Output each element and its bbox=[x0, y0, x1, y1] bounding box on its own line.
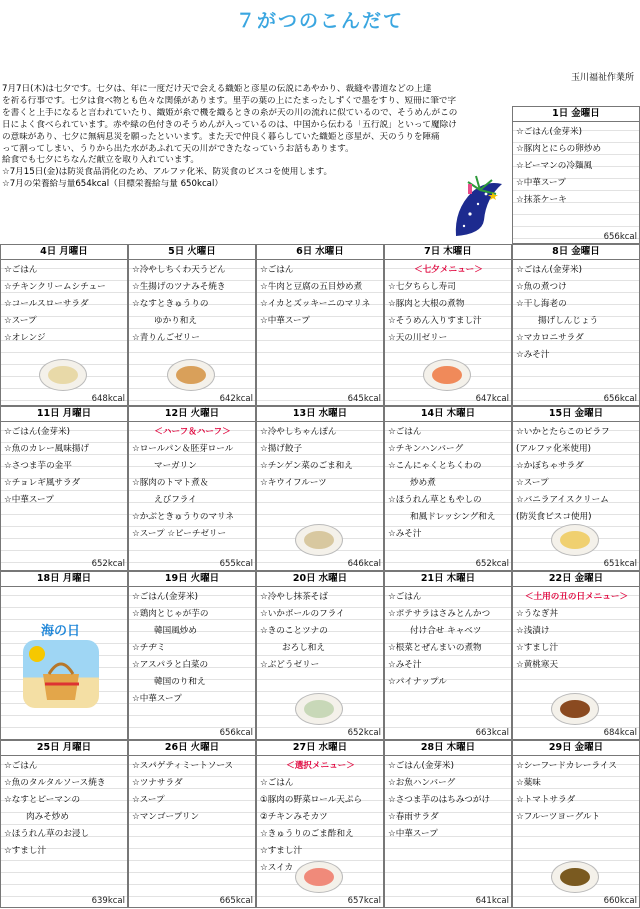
weekday-label: 木曜日 bbox=[443, 246, 472, 257]
menu-item: ☆干し海老の bbox=[516, 299, 567, 309]
food-illustration bbox=[167, 359, 215, 391]
day-cell bbox=[512, 571, 640, 740]
weekday-label: 月曜日 bbox=[62, 742, 92, 753]
day-cell bbox=[384, 244, 512, 406]
calorie-value: 655kcal bbox=[219, 559, 253, 569]
day-cell bbox=[384, 571, 512, 740]
day-number: 20日 bbox=[292, 573, 316, 584]
menu-item: ☆キウイフルーツ bbox=[260, 478, 327, 488]
menu-list bbox=[513, 587, 639, 674]
menu-item: ☆パイナップル bbox=[388, 677, 447, 687]
menu-list bbox=[129, 756, 255, 826]
menu-list bbox=[385, 422, 511, 543]
menu-item: マーガリン bbox=[154, 461, 197, 471]
menu-item: 韓国風炒め bbox=[154, 626, 197, 636]
menu-item: ☆抹茶ケーキ bbox=[516, 195, 567, 205]
menu-item: ☆冷やし抹茶そば bbox=[260, 592, 328, 602]
menu-item: ☆青りんごゼリー bbox=[132, 333, 200, 343]
menu-item: ②チキンみそカツ bbox=[260, 812, 328, 822]
day-number: 7日 bbox=[424, 246, 441, 257]
food-illustration bbox=[551, 693, 599, 725]
food-illustration bbox=[551, 861, 599, 893]
calorie-value: 642kcal bbox=[219, 394, 253, 404]
menu-list bbox=[129, 422, 255, 543]
weekday-label: 火曜日 bbox=[190, 408, 220, 419]
intro-line: を祈る行事です。七夕は食べ物とも色々な関係があります。里芋の葉の上にたまったしずくで墨をすり、短冊に筆で字 bbox=[2, 95, 457, 106]
day-number: 11日 bbox=[36, 408, 60, 419]
calorie-value: 665kcal bbox=[219, 896, 253, 906]
day-header bbox=[257, 572, 383, 587]
day-header bbox=[257, 245, 383, 260]
menu-list bbox=[385, 756, 511, 843]
intro-line: ☆7月15日(金)は防災食品消化のため、アルファ化米、防災食のビスコを使用します。 bbox=[2, 167, 333, 178]
day-cell bbox=[0, 406, 128, 571]
menu-item: ☆みそ汁 bbox=[388, 529, 422, 539]
menu-list bbox=[129, 260, 255, 347]
menu-item: ☆ぶどうゼリー bbox=[260, 660, 320, 670]
menu-item: ゆかり和え bbox=[154, 316, 197, 326]
menu-item: ☆きのことツナの bbox=[260, 626, 328, 636]
day-cell bbox=[0, 571, 128, 740]
day-number: 28日 bbox=[420, 742, 444, 753]
day-number: 5日 bbox=[168, 246, 185, 257]
calorie-value: 657kcal bbox=[347, 896, 381, 906]
calorie-value: 652kcal bbox=[91, 559, 125, 569]
special-menu-label: ＜ハーフ＆ハーフ＞ bbox=[154, 427, 231, 437]
weekday-label: 水曜日 bbox=[315, 246, 344, 257]
day-cell bbox=[0, 740, 128, 908]
menu-list bbox=[385, 587, 511, 691]
menu-list bbox=[513, 122, 639, 209]
menu-item: ☆薬味 bbox=[516, 778, 541, 788]
menu-item: ☆豚肉とにらの卵炒め bbox=[516, 144, 602, 154]
food-illustration bbox=[295, 861, 343, 893]
day-header bbox=[513, 741, 639, 756]
weekday-label: 月曜日 bbox=[59, 246, 88, 257]
day-header bbox=[257, 407, 383, 422]
day-header bbox=[129, 741, 255, 756]
menu-item: ☆天の川ゼリー bbox=[388, 333, 448, 343]
day-header bbox=[513, 107, 639, 122]
food-illustration bbox=[423, 359, 471, 391]
menu-item: ☆すまし汁 bbox=[260, 846, 303, 856]
day-number: 8日 bbox=[552, 246, 569, 257]
weekday-label: 木曜日 bbox=[446, 573, 476, 584]
menu-list bbox=[513, 756, 639, 826]
menu-item: ☆みそ汁 bbox=[388, 660, 422, 670]
menu-item: ☆ごはん bbox=[260, 265, 294, 275]
day-number: 29日 bbox=[548, 742, 572, 753]
menu-list bbox=[1, 260, 127, 347]
menu-item: ☆ほうれん草のお浸し bbox=[4, 829, 90, 839]
menu-item: ☆スープ bbox=[132, 795, 165, 805]
page-title: ７がつのこんだて bbox=[235, 10, 404, 32]
weekday-label: 火曜日 bbox=[190, 742, 220, 753]
calorie-value: 656kcal bbox=[603, 232, 637, 242]
menu-item: ☆ごはん bbox=[4, 761, 38, 771]
menu-item: 韓国のり和え bbox=[154, 677, 206, 687]
weekday-label: 水曜日 bbox=[318, 408, 348, 419]
menu-item: ☆アスパラと白菜の bbox=[132, 660, 209, 670]
day-cell bbox=[384, 740, 512, 908]
intro-line: 7月7日(木)は七夕です。七夕は、年に一度だけ天で会える織姫と彦星の伝説にあやかり、裁縫や書道などの上達 bbox=[2, 84, 432, 94]
menu-item: ☆マンゴープリン bbox=[132, 812, 200, 822]
day-cell bbox=[512, 244, 640, 406]
menu-item: ☆ごはん bbox=[260, 778, 294, 788]
menu-item: ☆冷やしちくわ天うどん bbox=[132, 265, 226, 275]
calorie-value: 660kcal bbox=[603, 896, 637, 906]
day-header bbox=[385, 741, 511, 756]
menu-item: ☆牛肉と豆腐の五目炒め煮 bbox=[260, 282, 363, 292]
weekday-label: 月曜日 bbox=[62, 573, 92, 584]
menu-item: ☆さつま芋の金平 bbox=[4, 461, 72, 471]
menu-item: えびフライ bbox=[154, 495, 197, 505]
calorie-value: 646kcal bbox=[347, 559, 381, 569]
day-cell bbox=[384, 406, 512, 571]
menu-item: ☆鶏肉とじゃが芋の bbox=[132, 609, 209, 619]
menu-item: 肉みそ炒め bbox=[26, 812, 69, 822]
food-illustration bbox=[551, 524, 599, 556]
menu-item: ☆根菜とぜんまいの煮物 bbox=[388, 643, 482, 653]
calorie-value: 684kcal bbox=[603, 728, 637, 738]
menu-item: ☆そうめん入りすまし汁 bbox=[388, 316, 482, 326]
calorie-value: 663kcal bbox=[475, 728, 509, 738]
menu-item: ☆スープ bbox=[4, 316, 37, 326]
menu-item: ☆ごはん(金芽米) bbox=[516, 265, 582, 275]
menu-item: ☆ごはん(金芽米) bbox=[516, 127, 582, 137]
menu-item: ☆揚げ餃子 bbox=[260, 444, 303, 454]
calorie-value: 656kcal bbox=[219, 728, 253, 738]
menu-list bbox=[1, 422, 127, 509]
menu-item: 揚げしんじょう bbox=[538, 316, 599, 326]
calorie-value: 647kcal bbox=[475, 394, 509, 404]
menu-item: ☆バニラアイスクリーム bbox=[516, 495, 609, 505]
day-cell bbox=[512, 406, 640, 571]
weekday-label: 金曜日 bbox=[574, 573, 604, 584]
menu-item: ☆魚の煮つけ bbox=[516, 282, 567, 292]
menu-item: ☆ごはん bbox=[388, 592, 422, 602]
beach-bag-illustration bbox=[23, 640, 99, 708]
menu-item: ☆みそ汁 bbox=[516, 350, 550, 360]
day-number: 15日 bbox=[548, 408, 572, 419]
menu-item: ☆ポテサラはさみとんかつ bbox=[388, 609, 491, 619]
day-cell bbox=[256, 571, 384, 740]
menu-item: ☆コールスローサラダ bbox=[4, 299, 89, 309]
menu-item: ☆豚肉と大根の煮物 bbox=[388, 299, 465, 309]
day-header bbox=[129, 572, 255, 587]
menu-item: ☆ほうれん草ともやしの bbox=[388, 495, 482, 505]
menu-item: ☆スイカ bbox=[260, 863, 294, 873]
day-cell bbox=[256, 740, 384, 908]
menu-item: ☆冷やしちゃんぽん bbox=[260, 427, 337, 437]
day-cell bbox=[128, 571, 256, 740]
menu-item: ☆スパゲティミートソース bbox=[132, 761, 234, 771]
day-number: 19日 bbox=[164, 573, 188, 584]
menu-item: ☆かぼちゃサラダ bbox=[516, 461, 584, 471]
menu-item: ☆さつま芋のはちみつがけ bbox=[388, 795, 491, 805]
menu-item: ☆すまし汁 bbox=[4, 846, 47, 856]
menu-item: ☆ツナサラダ bbox=[132, 778, 183, 788]
menu-item: ☆スープ ☆ピーチゼリー bbox=[132, 529, 227, 539]
menu-list bbox=[257, 756, 383, 877]
day-number: 14日 bbox=[420, 408, 444, 419]
menu-item: ☆ロールパン＆胚芽ロール bbox=[132, 444, 234, 454]
menu-item: ☆チンゲン菜のごま和え bbox=[260, 461, 353, 471]
menu-list bbox=[129, 587, 255, 708]
day-number: 21日 bbox=[420, 573, 444, 584]
menu-item: 付け合せ キャベツ bbox=[410, 626, 482, 636]
weekday-label: 火曜日 bbox=[187, 246, 216, 257]
weekday-label: 金曜日 bbox=[574, 742, 604, 753]
day-number: 27日 bbox=[292, 742, 316, 753]
calorie-value: 656kcal bbox=[603, 394, 637, 404]
day-header bbox=[1, 407, 127, 422]
weekday-label: 月曜日 bbox=[62, 408, 92, 419]
day-header bbox=[1, 245, 127, 260]
menu-item: ☆スープ bbox=[516, 478, 549, 488]
day-cell bbox=[256, 406, 384, 571]
menu-item: ☆ごはん bbox=[388, 427, 422, 437]
day-cell bbox=[512, 106, 640, 244]
menu-item: ☆フルーツヨーグルト bbox=[516, 812, 601, 822]
menu-item: 和風ドレッシング和え bbox=[410, 512, 496, 522]
weekday-label: 金曜日 bbox=[571, 108, 600, 119]
menu-item: ☆チキンハンバーグ bbox=[388, 444, 464, 454]
day-cell bbox=[256, 244, 384, 406]
menu-item: ☆春雨サラダ bbox=[388, 812, 439, 822]
menu-item: ☆黄桃寒天 bbox=[516, 660, 559, 670]
menu-item: ☆なすときゅうりの bbox=[132, 299, 209, 309]
menu-list bbox=[257, 260, 383, 330]
menu-item: ☆浅漬け bbox=[516, 626, 550, 636]
intro-line: って割ってしまい、うりから出た水があふれて天の川ができたなっていうお話もあります。 bbox=[2, 143, 354, 154]
day-cell bbox=[128, 244, 256, 406]
menu-item: ☆うなぎ丼 bbox=[516, 609, 559, 619]
menu-item: ☆イカとズッキーニのマリネ bbox=[260, 299, 371, 309]
menu-item: ☆お魚ハンバーグ bbox=[388, 778, 456, 788]
weekday-label: 金曜日 bbox=[574, 408, 604, 419]
day-header bbox=[1, 741, 127, 756]
menu-item: ☆なすとピーマンの bbox=[4, 795, 81, 805]
intro-line: を書くと上手になると言われていたり、織姫が糸で機を織るときの糸が天の川の流れに似ているので、そうめんがこの bbox=[2, 107, 458, 118]
intro-line: ☆7月の栄養給与量654kcal（目標栄養給与量 650kcal） bbox=[2, 179, 223, 190]
day-header bbox=[1, 572, 127, 587]
menu-item: ☆いかボールのフライ bbox=[260, 609, 345, 619]
menu-item: ☆中華スープ bbox=[132, 694, 182, 704]
calorie-value: 651kcal bbox=[603, 559, 637, 569]
intro-line: の意味があり、七夕に無病息災を願ったといいます。また天で仲良く暮らしていた織姫と彦星が、天のうりを陣痛 bbox=[2, 131, 440, 142]
day-cell bbox=[128, 406, 256, 571]
weekday-label: 水曜日 bbox=[318, 573, 348, 584]
menu-item: (アルファ化米使用) bbox=[516, 444, 591, 454]
menu-item: ☆ごはん(金芽米) bbox=[388, 761, 454, 771]
menu-list bbox=[1, 756, 127, 860]
weekday-label: 木曜日 bbox=[446, 742, 476, 753]
menu-item: ☆中華スープ bbox=[388, 829, 438, 839]
calorie-value: 652kcal bbox=[475, 559, 509, 569]
menu-item: ☆生揚げのツナみそ焼き bbox=[132, 282, 226, 292]
calorie-value: 641kcal bbox=[475, 896, 509, 906]
menu-item: ☆中華スープ bbox=[4, 495, 54, 505]
menu-item: ☆魚のタルタルソース焼き bbox=[4, 778, 106, 788]
menu-item: ☆ごはん(金芽米) bbox=[132, 592, 198, 602]
weekday-label: 水曜日 bbox=[318, 742, 348, 753]
tanabata-illustration bbox=[446, 170, 506, 242]
menu-item: ☆いかとたらこのピラフ bbox=[516, 427, 610, 437]
food-illustration bbox=[295, 693, 343, 725]
day-number: 18日 bbox=[36, 573, 60, 584]
menu-item: ☆豚肉のトマト煮＆ bbox=[132, 478, 209, 488]
day-header bbox=[385, 245, 511, 260]
menu-list bbox=[513, 260, 639, 364]
intro-line: 日によく食べられています。赤や緑の色付きのそうめんが入っているのは、中国から伝わる「五行説」といって魔除け bbox=[2, 119, 457, 130]
menu-item: ①豚肉の野菜ロール天ぷら bbox=[260, 795, 363, 805]
menu-item: ☆すまし汁 bbox=[516, 643, 559, 653]
menu-item: ☆ごはん(金芽米) bbox=[4, 427, 70, 437]
day-number: 25日 bbox=[36, 742, 60, 753]
menu-list bbox=[257, 422, 383, 492]
day-number: 4日 bbox=[40, 246, 57, 257]
weekday-label: 木曜日 bbox=[446, 408, 476, 419]
menu-item: ☆ピーマンの冷麺風 bbox=[516, 161, 593, 171]
holiday-label: 海の日 bbox=[41, 624, 81, 639]
weekday-label: 火曜日 bbox=[190, 573, 220, 584]
calorie-value: 652kcal bbox=[347, 728, 381, 738]
menu-item: ☆チョレギ風サラダ bbox=[4, 478, 81, 488]
menu-item: ☆七夕ちらし寿司 bbox=[388, 282, 456, 292]
menu-item: ☆チヂミ bbox=[132, 643, 166, 653]
day-header bbox=[385, 407, 511, 422]
menu-item: 炒め煮 bbox=[410, 478, 436, 488]
menu-item: ☆中華スープ bbox=[260, 316, 310, 326]
special-menu-label: ＜七夕メニュー＞ bbox=[414, 265, 483, 275]
food-illustration bbox=[295, 524, 343, 556]
calorie-value: 639kcal bbox=[91, 896, 125, 906]
menu-item: ☆トマトサラダ bbox=[516, 795, 576, 805]
day-header bbox=[385, 572, 511, 587]
day-header bbox=[129, 407, 255, 422]
intro-line: 給食でも七夕にちなんだ献立を取り入れています。 bbox=[2, 155, 199, 166]
menu-item: ☆こんにゃくとちくわの bbox=[388, 461, 482, 471]
menu-item: ☆マカロニサラダ bbox=[516, 333, 584, 343]
day-header bbox=[513, 572, 639, 587]
menu-item: (防災食ビスコ使用) bbox=[516, 512, 592, 522]
menu-item: ☆かぶときゅうりのマリネ bbox=[132, 512, 235, 522]
menu-item: ☆きゅうりのごま酢和え bbox=[260, 829, 354, 839]
day-number: 12日 bbox=[164, 408, 188, 419]
menu-item: ☆チキンクリームシチュー bbox=[4, 282, 106, 292]
menu-item: ☆中華スープ bbox=[516, 178, 566, 188]
menu-item: ☆シーフードカレーライス bbox=[516, 761, 617, 771]
day-cell bbox=[0, 244, 128, 406]
day-cell bbox=[128, 740, 256, 908]
calorie-value: 645kcal bbox=[347, 394, 381, 404]
day-number: 22日 bbox=[548, 573, 572, 584]
menu-list bbox=[257, 587, 383, 674]
menu-list bbox=[1, 587, 127, 589]
day-number: 13日 bbox=[292, 408, 316, 419]
food-illustration bbox=[39, 359, 87, 391]
special-menu-label: ＜選択メニュー＞ bbox=[286, 761, 355, 771]
day-number: 26日 bbox=[164, 742, 188, 753]
menu-item: ☆オレンジ bbox=[4, 333, 46, 343]
day-header bbox=[257, 741, 383, 756]
day-cell bbox=[512, 740, 640, 908]
intro-text bbox=[2, 84, 507, 242]
day-number: 1日 bbox=[552, 108, 569, 119]
day-number: 6日 bbox=[296, 246, 313, 257]
weekday-label: 金曜日 bbox=[571, 246, 600, 257]
menu-list bbox=[513, 422, 639, 526]
day-header bbox=[513, 245, 639, 260]
menu-list bbox=[385, 260, 511, 347]
day-header bbox=[513, 407, 639, 422]
calorie-value: 648kcal bbox=[91, 394, 125, 404]
menu-item: おろし和え bbox=[282, 643, 325, 653]
organization-name: 玉川福祉作業所 bbox=[570, 73, 634, 83]
special-menu-label: ＜土用の丑の日メニュー＞ bbox=[524, 592, 629, 602]
menu-item: ☆魚のカレー風味揚げ bbox=[4, 444, 90, 454]
menu-item: ☆ごはん bbox=[4, 265, 38, 275]
day-header bbox=[129, 245, 255, 260]
